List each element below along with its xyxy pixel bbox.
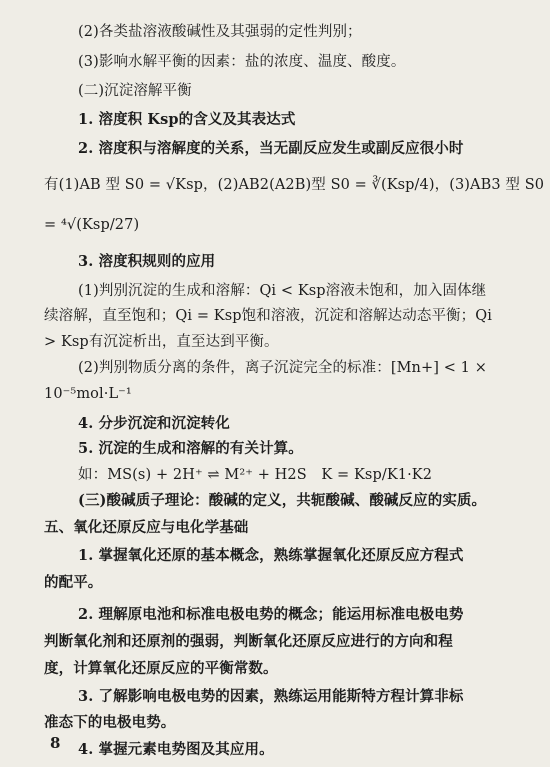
- text-line: 3. 了解影响电极电势的因素，熟练运用能斯特方程计算非标: [78, 688, 464, 705]
- text-line: 续溶解，直至饱和；Qi = Ksp饱和溶液，沉淀和溶解达动态平衡；Qi: [44, 308, 492, 324]
- text-line: 4. 分步沉淀和沉淀转化: [78, 415, 230, 432]
- text-line: (2)各类盐溶液酸碱性及其强弱的定性判别；: [78, 24, 362, 40]
- formula-line: 有(1)AB 型 S0 = √Ksp，(2)AB2(A2B)型 S0 = ∛(Ksp/4)，(3)AB3 型 S0: [44, 177, 545, 193]
- formula-line: 如：MS(s) + 2H⁺ ⇌ M²⁺ + H2S K = Ksp/K1·K2: [78, 467, 433, 483]
- text-line: 准态下的电极电势。: [44, 714, 176, 731]
- text-line: 2. 理解原电池和标准电极电势的概念；能运用标准电极电势: [78, 606, 464, 623]
- text-line: (3)影响水解平衡的因素：盐的浓度、温度、酸度。: [78, 54, 406, 70]
- text-line: 判断氧化剂和还原剂的强弱，判断氧化还原反应进行的方向和程: [44, 633, 453, 650]
- text-line: 5. 沉淀的生成和溶解的有关计算。: [78, 440, 303, 457]
- section-heading: 五、氧化还原反应与电化学基础: [44, 519, 249, 536]
- page-number: 8: [50, 734, 61, 752]
- text-line: 3. 溶度积规则的应用: [78, 253, 216, 270]
- text-line: 1. 溶度积 Ksp的含义及其表达式: [78, 111, 296, 128]
- text-line: (1)判别沉淀的生成和溶解：Qi < Ksp溶液未饱和，加入固体继: [78, 283, 487, 299]
- text-line: 2. 溶度积与溶解度的关系，当无副反应发生或副反应很小时: [78, 140, 464, 157]
- text-line: 4. 掌握元素电势图及其应用。: [78, 741, 274, 758]
- text-line: 1. 掌握氧化还原的基本概念，熟练掌握氧化还原反应方程式: [78, 547, 464, 564]
- text-line: 度，计算氧化还原反应的平衡常数。: [44, 660, 278, 677]
- text-line: (三)酸碱质子理论：酸碱的定义，共轭酸碱、酸碱反应的实质。: [78, 492, 487, 509]
- text-line: (2)判别物质分离的条件，离子沉淀完全的标准：[Mn+] < 1 ×: [78, 360, 487, 376]
- text-line: 10⁻⁵mol·L⁻¹: [44, 386, 132, 402]
- section-heading: (二)沉淀溶解平衡: [78, 83, 192, 99]
- text-line: > Ksp有沉淀析出，直至达到平衡。: [44, 334, 279, 350]
- text-line: 的配平。: [44, 574, 103, 591]
- formula-line: = ⁴√(Ksp/27): [44, 217, 140, 233]
